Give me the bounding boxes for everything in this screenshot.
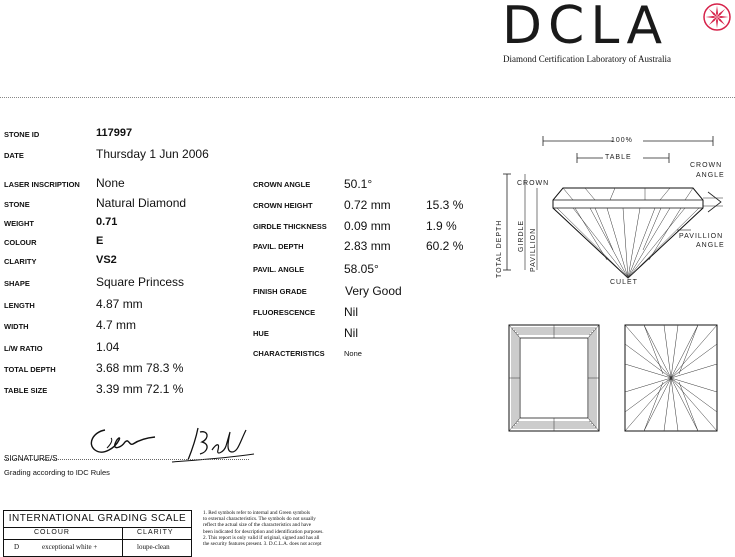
field-value: 3.39 mm 72.1 %: [96, 382, 184, 396]
field-value: 0.71: [96, 216, 118, 228]
date-label: DATE: [4, 151, 24, 160]
measure-value: Nil: [344, 305, 358, 319]
row-colour-letter: D: [14, 543, 20, 551]
note-line: 1. Red symbols refer to internal and Green symbols: [203, 510, 311, 516]
field-value: E: [96, 235, 104, 247]
measure-label: CROWN ANGLE: [253, 180, 311, 189]
measure-value: 0.72 mm: [344, 198, 391, 212]
lab-name: Diamond Certification Laboratory of Australia: [503, 54, 671, 64]
field-label: TABLE SIZE: [4, 386, 48, 395]
note-line: 2. This report is only valid if original, signed and has all: [203, 534, 320, 541]
field-label: COLOUR: [4, 238, 37, 247]
measure-value: 2.83 mm: [344, 239, 391, 253]
field-label: WIDTH: [4, 322, 29, 331]
row-colour-desc: exceptional white +: [42, 543, 98, 551]
signature-1: [85, 418, 165, 460]
stone-id-label: STONE ID: [4, 130, 40, 139]
field-value: VS2: [96, 254, 117, 266]
field-label: TOTAL DEPTH: [4, 365, 56, 374]
field-label: STONE: [4, 200, 30, 209]
dim-total-depth-label: TOTAL DEPTH: [496, 219, 503, 278]
dim-crown-angle-2: ANGLE: [696, 172, 725, 179]
field-label: LASER INSCRIPTION: [4, 180, 80, 189]
measure-label: GIRDLE THICKNESS: [253, 222, 327, 231]
measure-label: PAVIL. DEPTH: [253, 242, 304, 251]
measure-value: 58.05°: [344, 262, 379, 276]
dim-pavilion-angle-2: ANGLE: [696, 242, 725, 249]
field-value: 4.7 mm: [96, 318, 137, 332]
dim-girdle-label: GIRDLE: [518, 219, 525, 252]
dim-pavilion-label: PAVILLION: [530, 227, 537, 272]
bottom-view-diagram: [624, 324, 718, 434]
measure-value: 50.1°: [344, 177, 373, 191]
measure-label: CHARACTERISTICS: [253, 349, 325, 358]
field-value: Natural Diamond: [96, 196, 187, 210]
note-line: the security features present. 3. D.C.L.A. does not accept: [203, 541, 322, 548]
field-label: SHAPE: [4, 279, 30, 288]
footnotes: [203, 510, 363, 547]
note-line: been indicated for description and identification purposes.: [203, 528, 324, 535]
grading-rules-text: Grading according to IDC Rules: [4, 468, 110, 477]
measure-percent: 15.3 %: [426, 198, 464, 212]
date-value: Thursday 1 Jun 2006: [96, 147, 209, 161]
top-view-diagram: [508, 324, 600, 434]
field-value: None: [96, 176, 125, 190]
header-divider: [0, 97, 735, 98]
note-line: reflect the actual size of the characteristics and have: [203, 522, 312, 529]
measure-percent: 60.2 %: [426, 239, 464, 253]
grading-scale-title: INTERNATIONAL GRADING SCALE: [8, 513, 187, 524]
dcla-logo: DCLA: [502, 0, 669, 56]
dim-table-label: TABLE: [605, 154, 632, 161]
note-line: to external characteristics. The symbols do not usually: [203, 516, 316, 523]
dim-crown-label: CROWN: [517, 180, 550, 187]
field-label: LENGTH: [4, 301, 35, 310]
field-label: CLARITY: [4, 257, 37, 266]
signature-label: SIGNATURE/S: [4, 454, 58, 463]
col-clarity-header: CLARITY: [137, 529, 174, 536]
measure-value: 0.09 mm: [344, 219, 391, 233]
measure-label: CROWN HEIGHT: [253, 201, 313, 210]
measure-percent: 1.9 %: [426, 219, 457, 233]
row-clarity-desc: loupe-clean: [137, 543, 170, 551]
field-value: 1.04: [96, 340, 120, 354]
measure-label: FINISH GRADE: [253, 287, 307, 296]
field-value: 3.68 mm 78.3 %: [96, 361, 184, 375]
measure-label: PAVIL. ANGLE: [253, 265, 305, 274]
dim-pavilion-angle-1: PAVILLION: [679, 233, 724, 240]
measure-label: HUE: [253, 329, 269, 338]
stone-id-value: 117997: [96, 127, 133, 139]
measure-value: Very Good: [345, 284, 402, 298]
col-colour-header: COLOUR: [34, 529, 70, 536]
grading-scale-table: [3, 510, 192, 557]
measure-value: Nil: [344, 326, 358, 340]
measure-value: None: [344, 349, 362, 358]
field-label: WEIGHT: [4, 219, 34, 228]
field-value: 4.87 mm: [96, 297, 143, 311]
dim-crown-angle-1: CROWN: [690, 162, 723, 169]
dim-culet-label: CULET: [610, 279, 638, 286]
field-value: Square Princess: [96, 275, 185, 289]
measure-label: FLUORESCENCE: [253, 308, 316, 317]
logo-star-icon: [702, 2, 732, 32]
field-label: L/W RATIO: [4, 344, 43, 353]
dim-100-label: 100%: [611, 137, 633, 144]
